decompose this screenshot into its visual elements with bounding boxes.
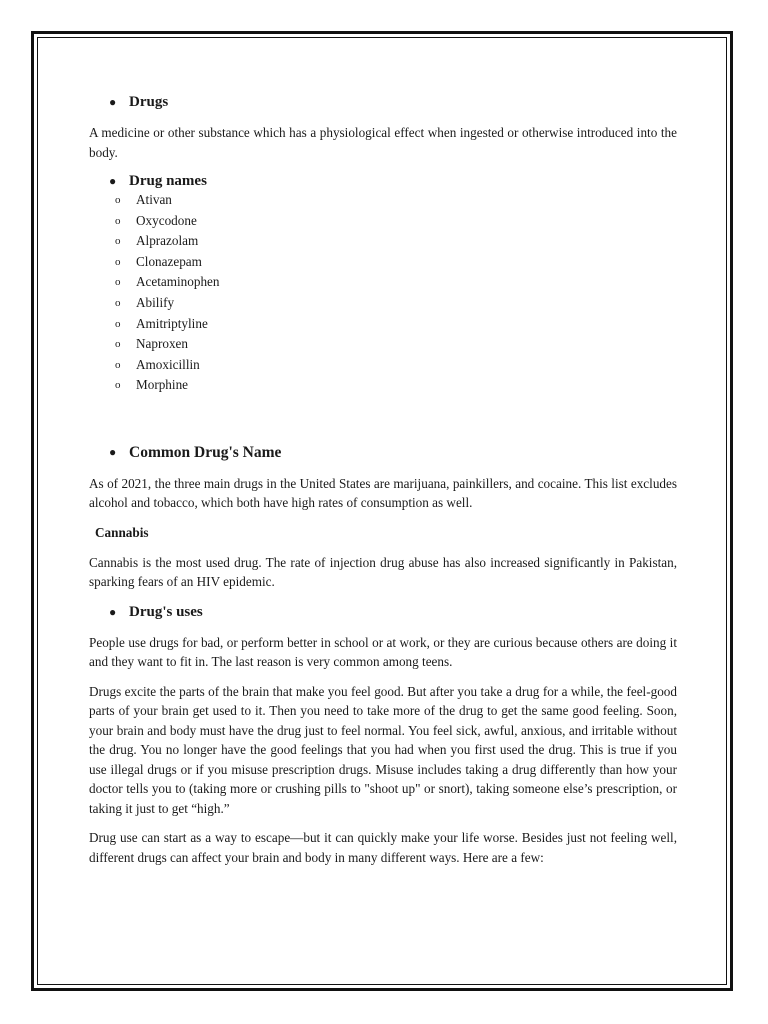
uses-paragraph-2: Drugs excite the parts of the brain that make you feel good. But after you take a drug for a while, the feel-good parts of your brain get used to it. Then you need to take more of the drug to get the same good feeling. Soon, your brain and body must have the drug just to feel normal. You feel sick, awful, anxious, and irritable without the drug. You no longer have the good feelings that you had when you first used the drug. This is true if you use illegal drugs or if you misuse prescription drugs. Misuse includes taking a drug differently than how your doctor tells you to (taking more or crushing pills to "shoot up" or snort), taking someone else’s prescription, or taking it just to get “high.” <box>89 683 677 816</box>
drug-names-list <box>89 190 677 396</box>
bullet-icon: ● <box>109 95 117 109</box>
list-item: o Acetaminophen <box>89 272 677 293</box>
circle-bullet-icon: o <box>115 235 121 248</box>
list-item: o Ativan <box>89 190 677 211</box>
circle-bullet-icon: o <box>115 317 121 330</box>
heading-drugs <box>89 94 677 111</box>
circle-bullet-icon: o <box>115 379 121 392</box>
cannabis-subheading: Cannabis <box>95 524 149 540</box>
uses-paragraph-1: People use drugs for bad, or perform better in school or at work, or they are curious because others are doing it and they want to fit in. The last reason is very common among teens. <box>89 634 677 670</box>
list-item: o Naproxen <box>89 334 677 355</box>
cannabis-paragraph: Cannabis is the most used drug. The rate of injection drug abuse has also increased significantly in Pakistan, sparking fears of an HIV epidemic. <box>89 554 677 590</box>
circle-bullet-icon: o <box>115 194 121 206</box>
list-item: o Abilify <box>89 293 677 314</box>
list-item: o Alprazolam <box>89 231 677 252</box>
circle-bullet-icon: o <box>115 255 121 268</box>
list-item: o Clonazepam <box>89 252 677 273</box>
document-content <box>89 94 677 867</box>
bullet-icon: ● <box>109 604 117 619</box>
circle-bullet-icon: o <box>115 276 121 289</box>
circle-bullet-icon: o <box>115 214 121 227</box>
common-drugs-paragraph: As of 2021, the three main drugs in the United States are marijuana, painkillers, and cocaine. This list excludes alcohol and tobacco, which both have high rates of consumption as well. <box>89 475 677 511</box>
heading-common-drugs <box>89 444 677 462</box>
list-item: o Morphine <box>89 375 677 396</box>
heading-drug-uses-text: Drug's uses <box>129 603 203 620</box>
bullet-icon: ● <box>109 174 117 188</box>
circle-bullet-icon: o <box>115 358 121 371</box>
circle-bullet-icon: o <box>115 338 121 351</box>
heading-common-drugs-text: Common Drug's Name <box>129 443 282 461</box>
uses-paragraph-3: Drug use can start as a way to escape—but it can quickly make your life worse. Besides just not feeling well, different drugs can affect your brain and body in many different ways. Here are a few: <box>89 830 677 865</box>
heading-drug-names-text: Drug names <box>129 173 207 189</box>
list-item: o Amoxicillin <box>89 355 677 376</box>
heading-drugs-text: Drugs <box>129 94 169 110</box>
list-item: o Oxycodone <box>89 211 677 232</box>
heading-drug-names <box>89 173 677 190</box>
drugs-definition: A medicine or other substance which has a physiological effect when ingested or otherwise introduced into the body. <box>89 125 677 160</box>
circle-bullet-icon: o <box>115 296 121 309</box>
heading-drug-uses <box>89 604 677 621</box>
list-item: o Amitriptyline <box>89 314 677 335</box>
bullet-icon: ● <box>109 445 117 460</box>
